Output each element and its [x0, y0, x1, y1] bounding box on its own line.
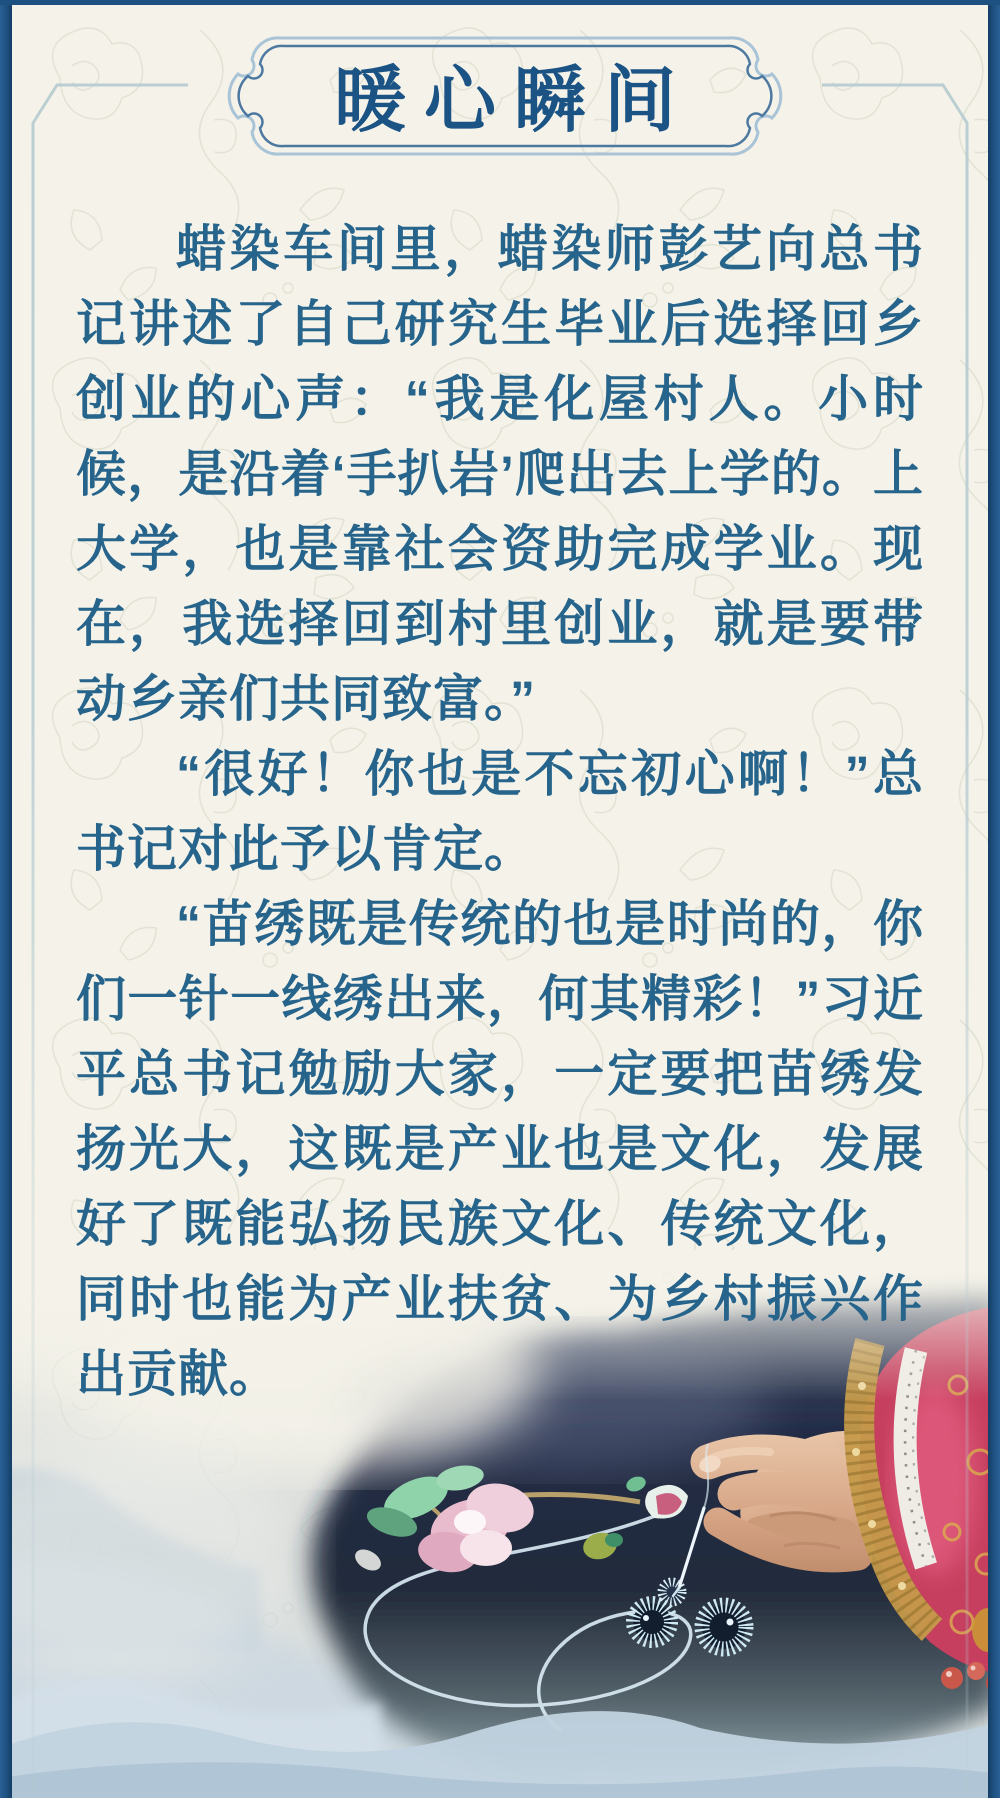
paragraph: “苗绣既是传统的也是时尚的，你们一针一线绣出来，何其精彩！”习近平总书记勉励大家，一定要把苗绣发扬光大，这既是产业也是文化，发展好了既能弘扬民族文化、传统文化，同时也能为产业扶贫、为乡村振兴作出贡献。 [76, 896, 924, 1402]
right-edge-border [988, 0, 1000, 1798]
title-plaque [170, 26, 840, 166]
page-title: 暖心瞬间 [333, 57, 694, 142]
top-edge-border [0, 0, 1000, 5]
paragraph: “很好！你也是不忘初心啊！”总书记对此予以肯定。 [76, 746, 924, 877]
article-body [76, 212, 924, 1412]
left-edge-border [0, 0, 12, 1798]
paragraph: 蜡染车间里，蜡染师彭艺向总书记讲述了自己研究生毕业后选择回乡创业的心声：“我是化屋村人。小时候，是沿着‘手扒岩’爬出去上学的。上大学，也是靠社会资助完成学业。现在，我选择回到村里创业，就是要带动乡亲们共同致富。” [76, 221, 924, 727]
